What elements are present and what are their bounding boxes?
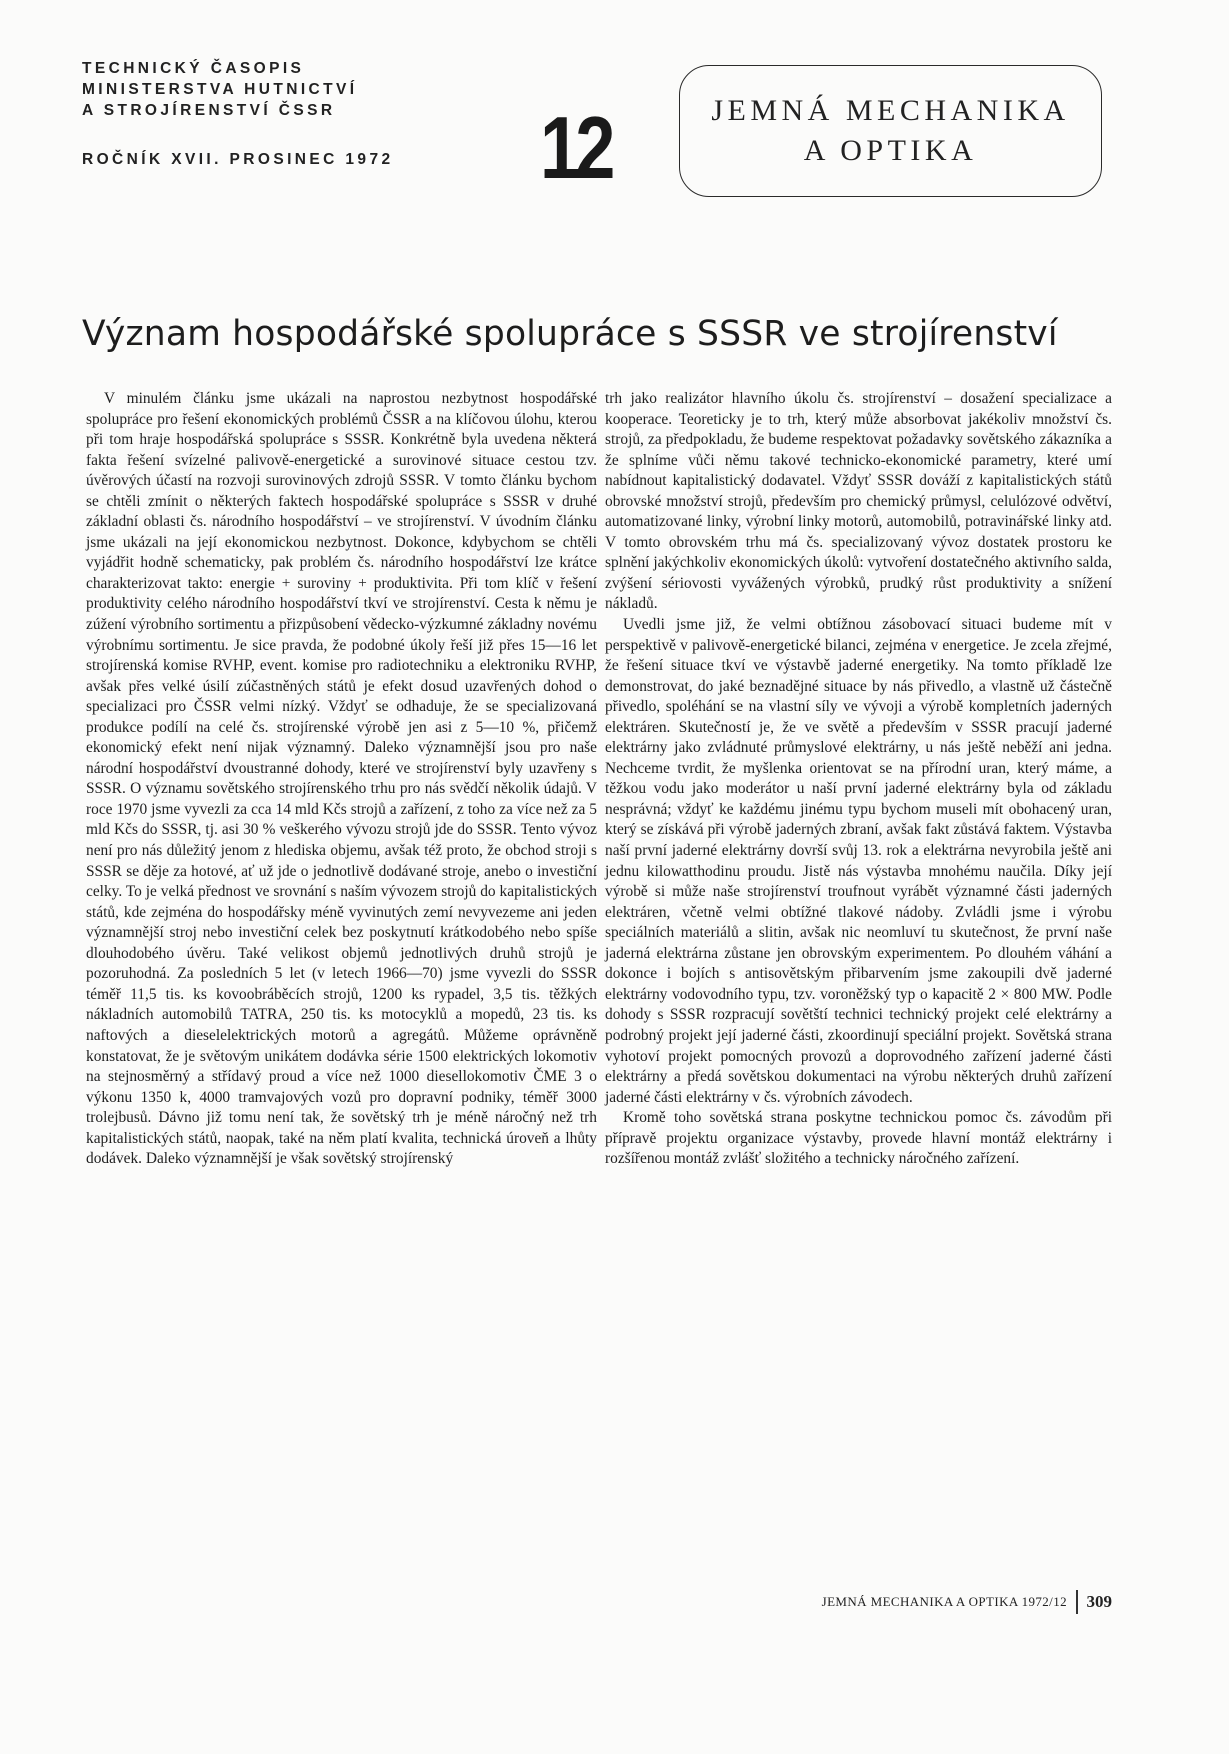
paragraph: trh jako realizátor hlavního úkolu čs. strojírenství – dosažení specializace a kooperace. Teoreticky je to trh, který může absorbovat jakékoliv množství čs. strojů, za předpokladu, že budeme respektovat požadavky sovětského zákazníka a že splníme vůči němu takové technicko-ekonomické parametry, které umí nabídnout kapitalistický dodavatel. Vždyť SSSR dováží z kapitalistických států obrovské množství strojů, především pro chemický průmysl, celulózové odvětví, automatizované linky, výrobní linky motorů, automobilů, potravinářské linky atd. V tomto obrovském trhu má čs. specializovaný vývoz dostatek prostoru ke splnění jakýchkoliv ekonomických úkolů: vytvoření dostatečného aktivního salda, zvýšení sériovosti vyvážených výrobků, prudký růst produktivity a snížení nákladů. [605,390,1112,613]
article-column-left [86,389,597,1170]
section-title-line-1: JEMNÁ MECHANIKA [711,94,1070,127]
page-footer [756,1590,1112,1614]
article-column-right [605,389,1112,1170]
footer-journal-name: JEMNÁ MECHANIKA A OPTIKA 1972/12 [821,1594,1067,1609]
article-title: Význam hospodářské spolupráce s SSSR ve strojírenství [82,314,1058,354]
footer-divider [1076,1590,1078,1614]
page-number: 309 [1086,1592,1112,1611]
paragraph: V minulém článku jsme ukázali na naprostou nezbytnost hospodářské spolupráce pro řešení ekonomických problémů ČSSR a na klíčovou úlohu, kterou při tom hraje hospodářská spolupráce s SSSR. Konkrétně byla uvedena některá fakta řešení svízelné palivově-energetické a surovinové situace cestou tzv. úvěrových účastí na rozvoji surovinových zdrojů SSSR. V tomto článku bychom se chtěli zmínit o některých faktech hospodářské spolupráce s SSSR v druhé základní oblasti čs. národního hospodářství – ve strojírenství. V úvodním článku jsme ukázali na její ekonomickou nezbytnost. Dokonce, kdybychom se chtěli vyjádřit hodně schematicky, pak problém čs. národního hospodářství lze krátce charakterizovat takto: energie + suroviny + produktivita. Při tom klíč v řešení produktivity celého národního hospodářství tkví ve strojírenství. Cesta k němu je zúžení výrobního sortimentu a přizpůsobení vědecko-výzkumné základny novému výrobnímu sortimentu. Je sice pravda, že podobné úkoly řeší již přes 15—16 let strojírenská komise RVHP, event. komise pro radiotechniku a elektroniku RVHP, avšak přes velké úsilí zúčastněných států je efekt dosud uzavřených dohod o specializaci pro ČSSR velmi nízký. Vždyť se odhaduje, že se specializovaná produkce podílí na celé čs. strojírenské výrobě jen asi z 5—10 %, přičemž ekonomický efekt není nijak významný. Daleko významnější jsou pro naše národní hospodářství dvoustranné dohody, které ve strojírenství byly uzavřeny s SSSR. O významu sovětského strojírenského trhu pro nás svědčí několik údajů. V roce 1970 jsme vyvezli za cca 14 mld Kčs strojů a zařízení, z toho za více než za 5 mld Kčs do SSSR, tj. asi 30 % veškerého vývozu strojů jde do SSSR. Tento vývoz není pro nás důležitý jenom z hlediska objemu, avšak též proto, že obchod stroji s SSSR se děje za hotové, ať už jde o jednotlivě dodávané stroje, anebo o investiční celky. To je velká přednost ve srovnání s naším vývozem strojů do kapitalistických států, kde zejména do hospodářsky méně vyvinutých zemí nevyvezeme ani jeden významnější stroj nebo investiční celek bez poskytnutí krátkodobého nebo spíše dlouhodobého úvěru. Také velikost objemů jednotlivých druhů strojů je pozoruhodná. Za posledních 5 let (v letech 1966—70) jsme vyvezli do SSSR téměř 11,5 tis. ks kovoobráběcích strojů, 1200 ks rypadel, 3,5 tis. těžkých nákladních automobilů TATRA, 250 tis. ks motocyklů a mopedů, 23 tis. ks naftových a dieselelektrických motorů a agregátů. Můžeme oprávněně konstatovat, že je světovým unikátem dodávka série 1500 elektrických lokomotiv na stejnosměrný a střídavý proud a více než 1000 diesellokomotiv ČME 3 o výkonu 1350 k, 4000 tramvajových vozů pro dopravní podniky, téměř 3000 trolejbusů. Dávno již tomu není tak, že sovětský trh je méně náročný než trh kapitalistických států, naopak, také na něm platí kvalita, technická úroveň a lhůty dodávek. Daleko významnější je však sovětský strojírenský [86,390,597,1168]
issue-number: 12 [540,98,611,197]
paragraph: Uvedli jsme již, že velmi obtížnou zásobovací situaci budeme mít v perspektivě v palivově-energetické bilanci, zejména v energetice. Je zcela zřejmé, že řešení situace tkví ve výstavbě jaderné energetiky. Na tomto příkladě lze demonstrovat, do jaké beznadějné situace by nás přivedlo, a vlastně už částečně přivedlo, spoléhání se na vlastní síly ve vývoji a výrobě kompletních jaderných elektráren. Skutečností je, že ve světě a především v SSSR pracují jaderné elektrárny jako zvládnuté průmyslové elektrárny, u nás ještě neběží ani jedna. Nechceme tvrdit, že myšlenka orientovat se na přírodní uran, který máme, a těžkou vodu jako moderátor u naší první jaderné elektrárny byla od základu nesprávná; vždyť ke každému jinému typu bychom museli mít obohacený uran, který se získává při výrobě jaderných zbraní, avšak fakt zůstává faktem. Výstavba naší první jaderné elektrárny dovrší svůj 13. rok a elektrárna nevyrobila ještě ani jednu kilowatthodinu proudu. Jistě nás výstavba mnohému naučila. Díky její výrobě si může naše strojírenství troufnout vyrábět významné části jaderných elektráren, včetně velmi obtížné tlakové nádoby. Zvládli jsme i výrobu speciálních materiálů a slitin, avšak nic neomluví tu skutečnost, že první naše jaderná elektrárna zůstane jen obrovským experimentem. Po dlouhém váhání a dokonce i bojích s antisovětským přibarvením jsme zakoupili dvě jaderné elektrárny vodovodního typu, tzv. voroněžský typ o kapacitě 2 × 800 MW. Podle dohody s SSSR rozpracují sovětští technici technický projekt celé elektrárny a podrobný projekt její jaderné části, zkoordinují speciální projekt. Sovětská strana vyhotoví projekt pomocných provozů a doprovodného zařízení jaderné části elektrárny a předá sovětskou dokumentaci na výrobu některých druhů zařízení jaderné části elektrárny v čs. výrobních závodech. [605,616,1112,1106]
paragraph: Kromě toho sovětská strana poskytne technickou pomoc čs. závodům při přípravě projektu organizace výstavby, provede hlavní montáž elektrárny i rozšířenou montáž zvlášť složitého a technicky náročného zařízení. [605,1109,1112,1168]
masthead-line-1: TECHNICKÝ ČASOPIS [82,60,305,77]
volume-issue-line: ROČNÍK XVII. PROSINEC 1972 [82,151,394,168]
section-title-line-2: A OPTIKA [803,134,978,167]
masthead-line-3: A STROJÍRENSTVÍ ČSSR [82,102,336,119]
masthead-line-2: MINISTERSTVA HUTNICTVÍ [82,81,358,98]
section-title-box [679,65,1102,197]
journal-masthead [82,58,394,170]
